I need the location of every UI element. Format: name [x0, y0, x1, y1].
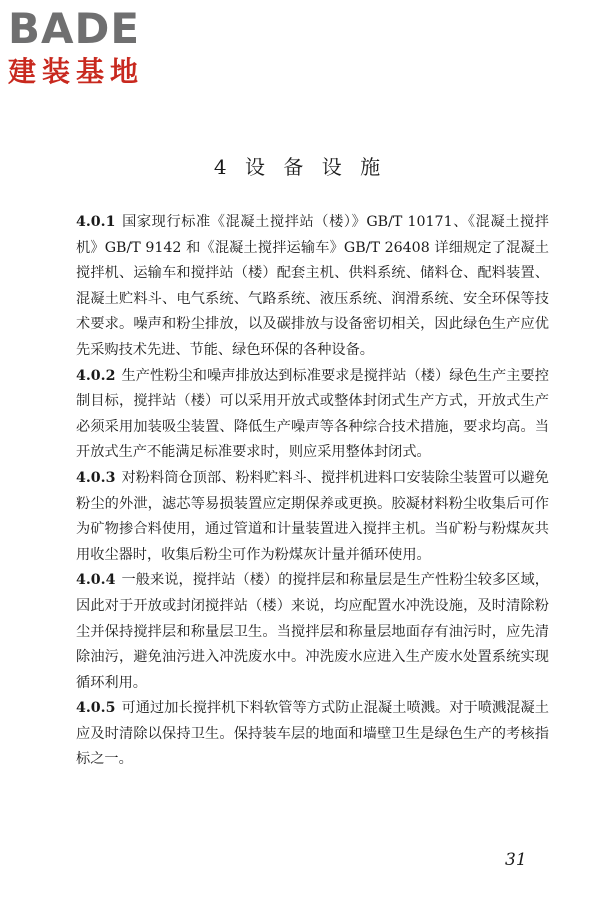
logo-subtitle: 建装基地: [8, 55, 145, 88]
clause-4-0-4: [76, 568, 549, 696]
body-text: [76, 210, 549, 773]
clause-text: 可通过加长搅拌机下料软管等方式防止混凝土喷溅。对于喷溅混凝土应及时清除以保持卫生。保持装车层的地面和墙壁卫生是绿色生产的考核指标之一。: [76, 700, 549, 768]
clause-4-0-1: [76, 210, 549, 364]
page-number: 31: [505, 850, 527, 870]
clause-4-0-5: [76, 696, 549, 773]
clause-text: 一般来说，搅拌站（楼）的搅拌层和称量层是生产性粉尘较多区域，因此对于开放或封闭搅拌站（楼）来说，均应配置水冲洗设施，及时清除粉尘并保持搅拌层和称量层卫生。当搅拌层和称量层地面存有油污时，应先清除油污，避免油污进入冲洗废水中。冲洗废水应进入生产废水处置系统实现循环利用。: [76, 572, 549, 691]
clause-number: 4.0.2: [76, 367, 116, 384]
logo-brand: BADE: [8, 4, 141, 53]
clause-number: 4.0.5: [76, 700, 116, 717]
clause-text: 生产性粉尘和噪声排放达到标准要求是搅拌站（楼）绿色生产主要控制目标，搅拌站（楼）可以采用开放式或整体封闭式生产方式，开放式生产必须采用加装吸尘装置、降低生产噪声等各种综合技术措施，要求均高。当开放式生产不能满足标准要求时，则应采用整体封闭式。: [76, 367, 549, 461]
clause-text: 对粉料筒仓顶部、粉料贮料斗、搅拌机进料口安装除尘装置可以避免粉尘的外泄，滤芯等易损装置应定期保养或更换。胶凝材料粉尘收集后可作为矿物掺合料使用，通过管道和计量装置进入搅拌主机。当矿粉与粉煤灰共用收尘器时，收集后粉尘可作为粉煤灰计量并循环使用。: [76, 469, 549, 563]
clause-text: 国家现行标准《混凝土搅拌站（楼）》GB/T 10171、《混凝土搅拌机》GB/T 9142 和《混凝土搅拌运输车》GB/T 26408 详细规定了混凝土搅拌机、运输车和搅拌站（楼）配套主机、供料系统、储料仓、配料装置、混凝土贮料斗、电气系统、气路系统、液压系统、润滑系统、安全环保等技术要求。噪声和粉尘排放，以及碳排放与设备密切相关，因此绿色生产应优先采购技术先进、节能、绿色环保的各种设备。: [76, 214, 549, 358]
chapter-title: 4 设 备 设 施: [213, 155, 387, 179]
clause-4-0-2: [76, 364, 549, 466]
clause-number: 4.0.3: [76, 469, 116, 486]
clause-number: 4.0.4: [76, 572, 116, 589]
logo: [8, 6, 183, 96]
clause-number: 4.0.1: [76, 214, 116, 230]
clause-4-0-3: [76, 466, 549, 568]
